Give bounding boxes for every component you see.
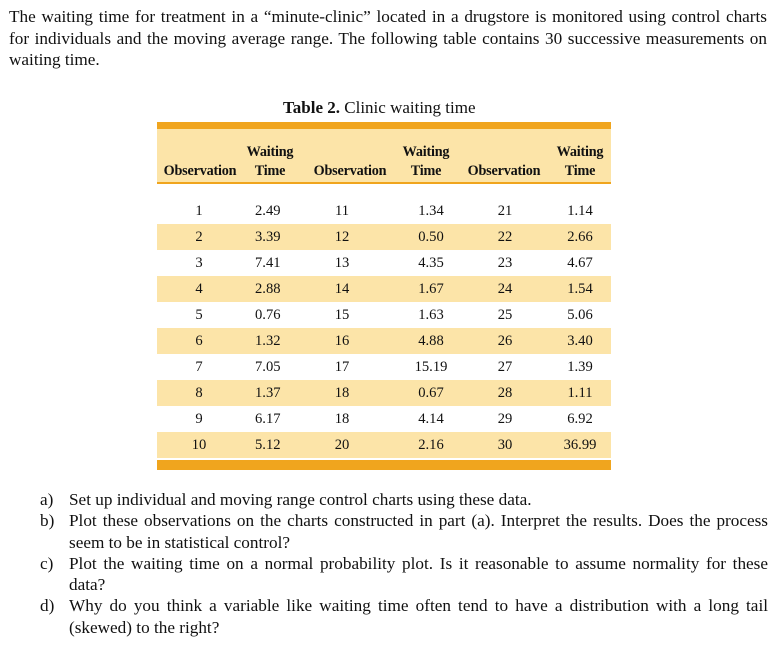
question-b — [40, 510, 768, 553]
table-top-rule — [157, 122, 611, 129]
question-c — [40, 553, 768, 596]
cell-observation: 14 — [334, 281, 350, 297]
question-d — [40, 595, 768, 638]
cell-observation: 7 — [195, 359, 203, 375]
header-waiting-time-1 — [245, 143, 295, 181]
cell-observation: 13 — [334, 255, 350, 271]
header-waiting-time-2-line1: Waiting — [402, 144, 450, 160]
table-row — [157, 224, 611, 250]
header-waiting-time-3 — [549, 143, 611, 181]
table-caption-number: Table 2. — [283, 98, 341, 117]
question-letter: d) — [40, 596, 55, 616]
cell-waiting-time: 0.76 — [255, 307, 281, 323]
cell-observation: 6 — [195, 333, 203, 349]
table-row — [157, 406, 611, 432]
cell-waiting-time: 6.17 — [255, 411, 281, 427]
cell-waiting-time: 1.34 — [418, 203, 444, 219]
cell-waiting-time: 1.39 — [567, 359, 593, 375]
cell-waiting-time: 1.32 — [255, 333, 281, 349]
cell-waiting-time: 3.40 — [567, 333, 593, 349]
cell-waiting-time: 4.67 — [567, 255, 593, 271]
question-letter: b) — [40, 511, 55, 531]
cell-waiting-time: 7.05 — [255, 359, 281, 375]
cell-waiting-time: 7.41 — [255, 255, 281, 271]
problem-intro: The waiting time for treatment in a “minute-clinic” located in a drugstore is monitored using control charts for individuals and the moving average range. The following table contains 30 successive measurements on waiting time. — [9, 7, 767, 69]
header-rule — [157, 182, 611, 184]
cell-observation: 21 — [497, 203, 513, 219]
question-text: Set up individual and moving range control charts using these data. — [69, 490, 532, 509]
cell-observation: 26 — [497, 333, 513, 349]
cell-observation: 29 — [497, 411, 513, 427]
cell-waiting-time: 15.19 — [414, 359, 448, 375]
cell-observation: 18 — [334, 385, 350, 401]
header-waiting-time-1-line2: Time — [254, 163, 286, 179]
table-row — [157, 276, 611, 302]
header-waiting-time-3-line1: Waiting — [556, 144, 604, 160]
cell-observation: 18 — [334, 411, 350, 427]
cell-waiting-time: 0.50 — [418, 229, 444, 245]
cell-observation: 24 — [497, 281, 513, 297]
cell-waiting-time: 1.11 — [567, 385, 593, 401]
cell-waiting-time: 0.67 — [418, 385, 444, 401]
table-header — [157, 129, 611, 182]
cell-waiting-time: 5.06 — [567, 307, 593, 323]
cell-observation: 22 — [497, 229, 513, 245]
cell-observation: 1 — [195, 203, 203, 219]
table-bottom-rule — [157, 460, 611, 470]
question-text: Why do you think a variable like waiting time often tend to have a distribution with a long tail (skewed) to the right? — [69, 596, 768, 637]
cell-waiting-time: 1.37 — [255, 385, 281, 401]
question-a — [40, 489, 768, 510]
header-observation-3: Observation — [467, 163, 541, 179]
cell-waiting-time: 4.35 — [418, 255, 444, 271]
table-row — [157, 380, 611, 406]
table-caption — [283, 98, 476, 118]
cell-observation: 16 — [334, 333, 350, 349]
cell-observation: 2 — [195, 229, 203, 245]
header-observation-1: Observation — [163, 163, 237, 179]
table-caption-title: Clinic waiting time — [344, 98, 476, 117]
cell-observation: 12 — [334, 229, 350, 245]
cell-waiting-time: 2.66 — [567, 229, 593, 245]
cell-observation: 27 — [497, 359, 513, 375]
cell-waiting-time: 5.12 — [255, 437, 281, 453]
cell-waiting-time: 2.16 — [418, 437, 444, 453]
cell-observation: 25 — [497, 307, 513, 323]
table-row — [157, 328, 611, 354]
cell-waiting-time: 4.88 — [418, 333, 444, 349]
cell-waiting-time: 1.54 — [567, 281, 593, 297]
header-waiting-time-2-line2: Time — [410, 163, 442, 179]
cell-waiting-time: 3.39 — [255, 229, 281, 245]
header-waiting-time-1-line1: Waiting — [246, 144, 294, 160]
cell-waiting-time: 4.14 — [418, 411, 444, 427]
cell-waiting-time: 36.99 — [563, 437, 597, 453]
table-row — [157, 198, 611, 224]
header-waiting-time-3-line2: Time — [564, 163, 596, 179]
cell-observation: 9 — [195, 411, 203, 427]
cell-observation: 20 — [334, 437, 350, 453]
clinic-waiting-time-table — [157, 122, 611, 470]
table-row — [157, 250, 611, 276]
question-text: Plot these observations on the charts constructed in part (a). Interpret the results. Does the process seem to be in statistical control? — [69, 511, 768, 552]
header-waiting-time-2 — [397, 143, 455, 181]
cell-observation: 11 — [334, 203, 350, 219]
table-row — [157, 354, 611, 380]
cell-waiting-time: 1.67 — [418, 281, 444, 297]
cell-observation: 17 — [334, 359, 350, 375]
cell-waiting-time: 2.88 — [255, 281, 281, 297]
cell-waiting-time: 6.92 — [567, 411, 593, 427]
cell-waiting-time: 1.63 — [418, 307, 444, 323]
cell-observation: 23 — [497, 255, 513, 271]
cell-observation: 15 — [334, 307, 350, 323]
question-letter: a) — [40, 490, 54, 509]
header-observation-2: Observation — [313, 163, 387, 179]
question-letter: c) — [40, 553, 54, 573]
table-row — [157, 432, 611, 458]
cell-observation: 5 — [195, 307, 203, 323]
cell-observation: 8 — [195, 385, 203, 401]
question-list — [40, 489, 768, 638]
cell-observation: 10 — [191, 437, 207, 453]
cell-observation: 30 — [497, 437, 513, 453]
cell-observation: 28 — [497, 385, 513, 401]
question-text: Plot the waiting time on a normal probability plot. Is it reasonable to assume normality for these data? — [69, 553, 768, 595]
cell-observation: 3 — [195, 255, 203, 271]
cell-waiting-time: 2.49 — [255, 203, 281, 219]
cell-waiting-time: 1.14 — [567, 203, 593, 219]
cell-observation: 4 — [195, 281, 203, 297]
table-row — [157, 302, 611, 328]
